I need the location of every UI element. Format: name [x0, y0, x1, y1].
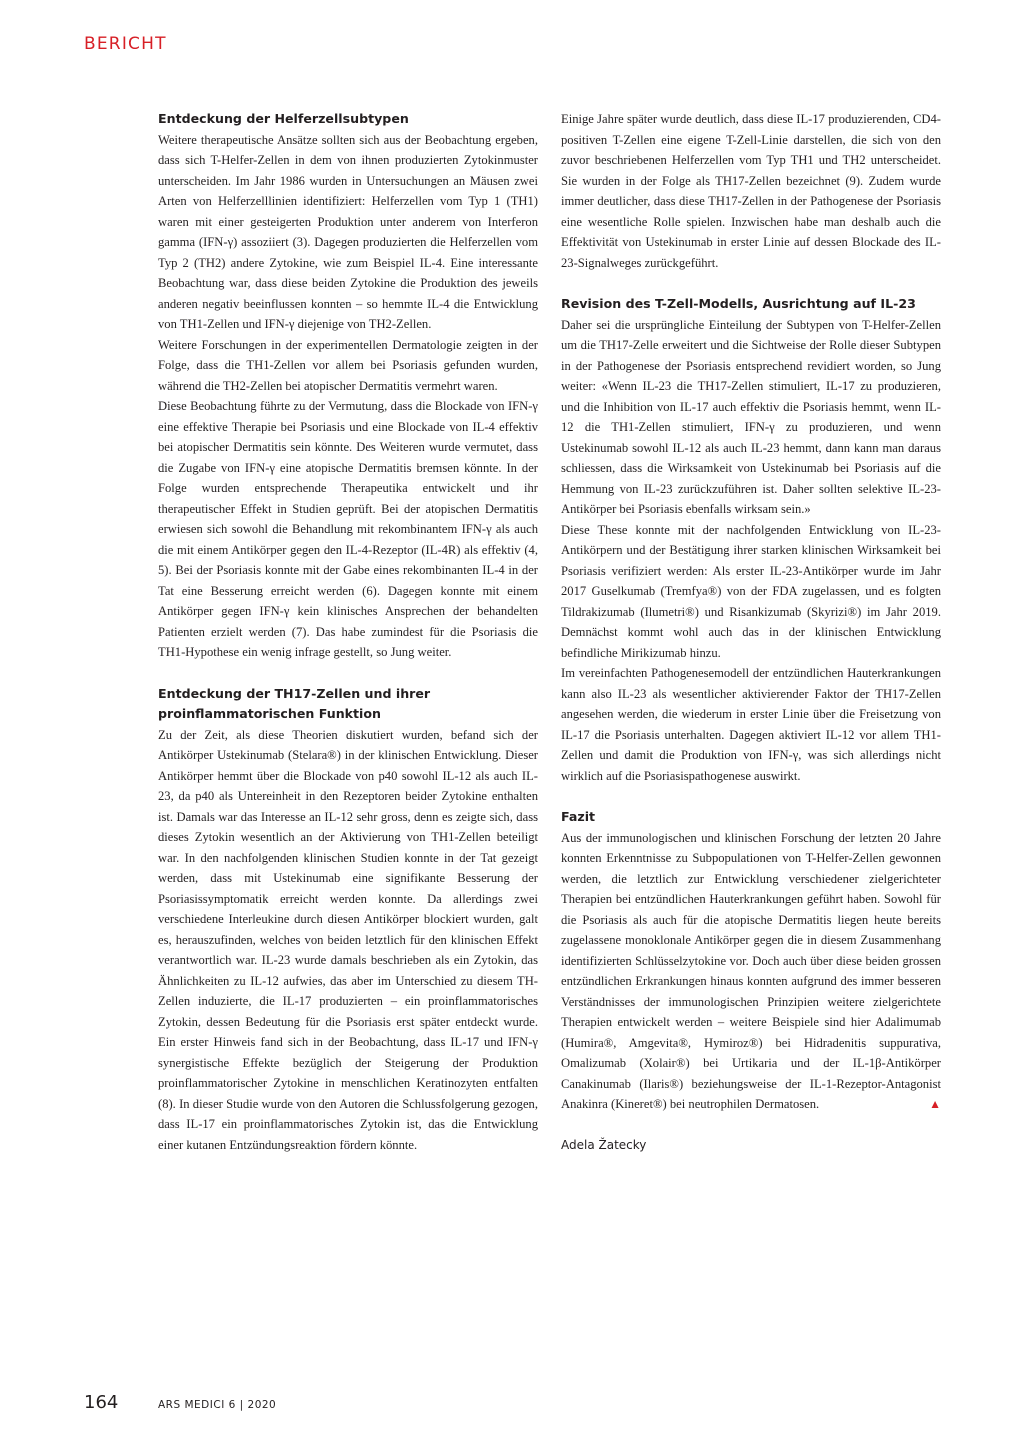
body-paragraph	[561, 109, 941, 273]
article-section	[561, 109, 941, 273]
journal-issue: ARS MEDICI 6 | 2020	[158, 1399, 277, 1411]
paragraph-text: Weitere therapeutische Ansätze sollten sich aus der Beobachtung ergeben, dass sich T-Helfer-Zellen in dem von ihnen produzierten Zytokinmuster unterscheiden. Im Jahr 1986 wurden in Untersuchungen an Mäusen zwei Arten von Helferzelllinien identifiziert: Helferzellen vom Typ 1 (TH1) waren mit einer gesteigerten Produktion unter anderem von Interferon gamma (IFN-γ) assoziiert (3). Dagegen produzierten die Helferzellen vom Typ 2 (TH2) andere Zytokine, wie zum Beispiel IL-4. Eine interessante Beobachtung war, dass diese beiden Zytokine die Produktion des jeweils anderen negativ beeinflussen konnten – so hemmte IL-4 die Entwicklung von TH1-Zellen und IFN-γ diejenige von TH2-Zellen.	[158, 132, 538, 331]
body-paragraph	[158, 396, 538, 663]
article-section	[158, 663, 538, 1156]
paragraph-text: Im vereinfachten Pathogenesemodell der entzündlichen Hauterkrankungen kann also IL-23 als wesentlicher aktivierender Faktor der TH17-Zellen angesehen werden, die wiederum in erster Linie über die Freisetzung von IL-17 die Psoriasis unterhalten. Dagegen aktiviert IL-12 vor allem TH1-Zellen und damit die Produktion von IFN-γ, was sich allerdings nicht wirklich auf die Psoriasispathogenese auswirkt.	[561, 666, 941, 783]
paragraph-text: Aus der immunologischen und klinischen Forschung der letzten 20 Jahre konnten Erkenntnisse zu Subpopulationen von T-Helfer-Zellen gewonnen werden, die letztlich zur Entwicklung verschiedener zielgerichteter Therapien bei entzündlichen Hauterkrankungen geführt haben. Sowohl für die Psoriasis als auch für die atopische Dermatitis liegen heute bereits zugelassene monoklonale Antikörper gegen die in diesem Zusammenhang identifizierten Schlüsselzytokine vor. Doch auch über diese beiden grossen entzündlichen Erkrankungen hinaus konnten aufgrund des immer besseren Verständnisses der immunologischen Prinzipien weitere zielgerichtete Therapien entwickelt werden – weitere Beispiele sind hier Adalimumab (Humira®, Amgevita®, Hymiroz®) bei Hidradenitis suppurativa, Omalizumab (Xolair®) bei Urtikaria und der IL-1β-Antikörper Canakinumab (Ilaris®) beziehungsweise der IL-1-Rezeptor-Antagonist Anakinra (Kineret®) bei neutrophilen Dermatosen.	[561, 830, 941, 1111]
section-label: BERICHT	[84, 34, 167, 54]
paragraph-text: Weitere Forschungen in der experimentellen Dermatologie zeigten in der Folge, dass die TH1-Zellen vor allem bei Psoriasis gefunden wurden, während die TH2-Zellen bei atopischer Dermatitis vermehrt waren.	[158, 337, 538, 393]
right-column	[561, 109, 941, 1155]
body-paragraph	[158, 130, 538, 335]
page-footer	[84, 1392, 276, 1413]
section-heading: Entdeckung der TH17-Zellen und ihrer proinflammatorischen Funktion	[158, 685, 431, 721]
paragraph-text: Daher sei die ursprüngliche Einteilung der Subtypen von T-Helfer-Zellen um die TH17-Zelle erweitert und die Sichtweise der Rolle dieser Subtypen in der Pathogenese der Psoriasis entsprechend revidiert worden, so Jung weiter: «Wenn IL-23 die TH17-Zellen stimuliert, IL-17 zu produzieren, und die Inhibition von IL-17 auch effektiv die Psoriasis hemmt, wenn IL-12 die TH1-Zellen stimuliert, IFN-γ zu produzieren, und wenn Ustekinumab sowohl IL-12 als auch IL-23 hemmt, dann kann man daraus schliessen, dass die Wirksamkeit von Ustekinumab bei Psoriasis auf die Hemmung von IL-23 zurückzuführen ist. Daher sollten selektive IL-23-Antikörper bei Psoriasis ebenfalls wirksam sein.»	[561, 317, 941, 516]
paragraph-text: Zu der Zeit, als diese Theorien diskutiert wurden, befand sich der Antikörper Ustekinumab (Stelara®) in der klinischen Entwicklung. Dieser Antikörper hemmt über die Blockade von p40 sowohl IL-12 als auch IL-23, da p40 als Untereinheit in den Rezeptoren beider Zytokine enthalten ist. Damals war das Interesse an IL-12 sehr gross, denn es zeigte sich, dass dieses Zytokin wesentlich an der Aktivierung von TH1-Zellen beteiligt war. In den nachfolgenden klinischen Studien konnte in der Tat gezeigt werden, dass mit Ustekinumab eine signifikante Besserung der Psoriasissymptomatik erreicht werden konnte. Da allerdings zwei verschiedene Interleukine durch diesen Antikörper blockiert wurden, galt es, herauszufinden, welches von beiden letztlich für den klinischen Effekt verantwortlich war. IL-23 wurde damals beschrieben als ein Zytokin, das Ähnlichkeiten zu IL-12 aufwies, das aber im Unterschied zu diesem TH-Zellen induzierte, die IL-17 produzierten – ein proinflammatorisches Zytokin, dessen Bedeutung für die Psoriasis erst später entdeckt wurde. Ein erster Hinweis fand sich in der Beobachtung, dass IL-17 und IFN-γ synergistische Effekte bezüglich der Steigerung der Produktion proinflammatorischer Zytokine in menschlichen Keratinozyten entfalten (8). In dieser Studie wurde von den Autoren die Schlussfolgerung gezogen, dass IL-17 ein proinflammatorisches Zytokin ist, das die Entwicklung einer kutanen Entzündungsreaktion fördern könnte.	[158, 727, 538, 1152]
article-section	[561, 273, 941, 786]
body-paragraph	[561, 828, 941, 1115]
body-paragraph	[561, 315, 941, 520]
article-section	[561, 786, 941, 1115]
section-heading: Revision des T-Zell-Modells, Ausrichtung auf IL-23	[561, 296, 916, 311]
body-paragraph	[561, 663, 941, 786]
article-section	[158, 109, 538, 663]
section-heading: Fazit	[561, 809, 596, 824]
paragraph-text: Diese These konnte mit der nachfolgenden Entwicklung von IL-23-Antikörpern und der Bestätigung ihrer starken klinischen Wirksamkeit bei Psoriasis verifiziert werden: Als erster IL-23-Antikörper wurde im Jahr 2017 Guselkumab (Tremfya®) von der FDA zugelassen, und es folgten Tildrakizumab (Ilumetri®) und Risankizumab (Skyrizi®) im Jahr 2019. Demnächst kommt wohl auch das in der klinischen Entwicklung befindliche Mirikizumab hinzu.	[561, 522, 941, 660]
left-column	[158, 109, 538, 1155]
paragraph-text: Einige Jahre später wurde deutlich, dass diese IL-17 produzierenden, CD4-positiven T-Zellen eine eigene T-Zell-Linie darstellen, die sich von den zuvor beschriebenen Helferzellen vom Typ TH1 und TH2 unterscheidet. Sie wurden in der Folge als TH17-Zellen bezeichnet (9). Zudem wurde immer deutlicher, dass diese TH17-Zellen in der Pathogenese der Psoriasis eine wesentliche Rolle spielen. Inzwischen habe man deshalb auch die Effektivität von Ustekinumab in erster Linie auf dessen Blockade des IL-23-Signalweges zurückgeführt.	[561, 112, 941, 270]
page-number: 164	[84, 1392, 119, 1413]
section-heading: Entdeckung der Helferzellsubtypen	[158, 111, 409, 126]
body-paragraph	[158, 335, 538, 397]
end-of-article-icon: ▲	[929, 1097, 941, 1111]
body-paragraph	[158, 725, 538, 1156]
paragraph-text: Diese Beobachtung führte zu der Vermutung, dass die Blockade von IFN-γ eine effektive Therapie bei Psoriasis und eine Blockade von IL-4 effektiv bei atopischer Dermatitis sein könnte. Des Weiteren wurde vermutet, dass die Zugabe von IFN-γ eine atopische Dermatitis bremsen könnte. In der Folge wurden entsprechende Therapeutika entwickelt und ihr therapeutischer Effekt in Studien geprüft. Bei der atopischen Dermatitis erwiesen sich sowohl die Behandlung mit rekombinantem IFN-γ als auch die mit einem Antikörper gegen den IL-4-Rezeptor (IL-4R) als effektiv (4, 5). Bei der Psoriasis konnte mit der Gabe eines rekombinanten IL-4 in der Tat eine Besserung erreicht werden (6). Dagegen konnte mit einem Antikörper gegen IFN-γ kein klinisches Ansprechen der behandelten Patienten erzielt werden (7). Das habe zumindest für die Psoriasis die TH1-Hypothese ein wenig infrage gestellt, so Jung weiter.	[158, 399, 538, 659]
author-name: Adela Žatecky	[561, 1137, 647, 1152]
body-paragraph	[561, 520, 941, 664]
